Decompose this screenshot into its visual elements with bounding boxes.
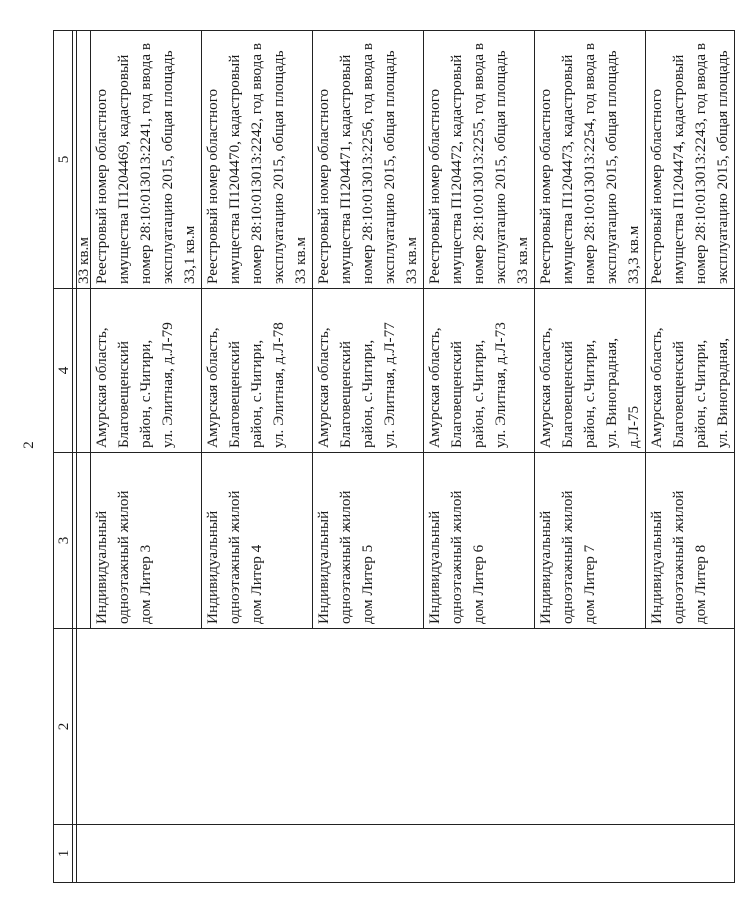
object-details: Реестровый номер областного имущества П1204472, кадастровый номер 28:10:013013:2255, год ввода в эксплуатацию 2015, общая площадь 33 кв.м [424, 31, 535, 289]
table-header-row [54, 31, 73, 883]
object-address: Амурская область, Благовещенский район, с.Чигири, ул. Элитная, д.Л-77 [313, 289, 424, 453]
object-name: Индивидуальный одноэтажный жилой дом Литер 7 [535, 453, 646, 629]
header-col-2: 2 [54, 629, 73, 825]
property-table [53, 30, 735, 883]
object-details: Реестровый номер областного имущества П1204471, кадастровый номер 28:10:013013:2256, год ввода в эксплуатацию 2015, общая площадь 33 кв.м [313, 31, 424, 289]
rotated-page-content [21, 31, 731, 883]
object-address: Амурская область, Благовещенский район, с.Чигири, ул. Виноградная, д.Л-75 [535, 289, 646, 453]
object-name: Индивидуальный одноэтажный жилой дом Литер 6 [424, 453, 535, 629]
continuation-row [77, 31, 91, 883]
header-col-1: 1 [54, 825, 73, 883]
continuation-text: 33 кв.м [77, 31, 91, 289]
object-details: Реестровый номер областного имущества П1204469, кадастровый номер 28:10:013013:2241, год ввода в эксплуатацию 2015, общая площадь 33,1 кв.м [91, 31, 202, 289]
header-col-5: 5 [54, 31, 73, 289]
object-address: Амурская область, Благовещенский район, с.Чигири, ул. Элитная, д.Л-73 [424, 289, 535, 453]
page-number: 2 [21, 441, 37, 449]
header-col-4: 4 [54, 289, 73, 453]
object-name: Индивидуальный одноэтажный жилой дом Литер 4 [202, 453, 313, 629]
object-address: Амурская область, Благовещенский район, с.Чигири, ул. Элитная, д.Л-79 [91, 289, 202, 453]
object-details: Реестровый номер областного имущества П1204474, кадастровый номер 28:10:013013:2243, год ввода в эксплуатацию 2015, общая площадь [646, 31, 735, 289]
col2-cell [77, 629, 735, 825]
object-details: Реестровый номер областного имущества П1204470, кадастровый номер 28:10:013013:2242, год ввода в эксплуатацию 2015, общая площадь 33 кв.м [202, 31, 313, 289]
header-col-3: 3 [54, 453, 73, 629]
object-details: Реестровый номер областного имущества П1204473, кадастровый номер 28:10:013013:2254, год ввода в эксплуатацию 2015, общая площадь 33,3 кв.м [535, 31, 646, 289]
object-name: Индивидуальный одноэтажный жилой дом Литер 3 [91, 453, 202, 629]
col1-cell [77, 825, 735, 883]
object-address: Амурская область, Благовещенский район, с.Чигири, ул. Элитная, д.Л-78 [202, 289, 313, 453]
object-address: Амурская область, Благовещенский район, с.Чигири, ул. Виноградная, [646, 289, 735, 453]
object-name: Индивидуальный одноэтажный жилой дом Литер 8 [646, 453, 735, 629]
object-name: Индивидуальный одноэтажный жилой дом Литер 5 [313, 453, 424, 629]
